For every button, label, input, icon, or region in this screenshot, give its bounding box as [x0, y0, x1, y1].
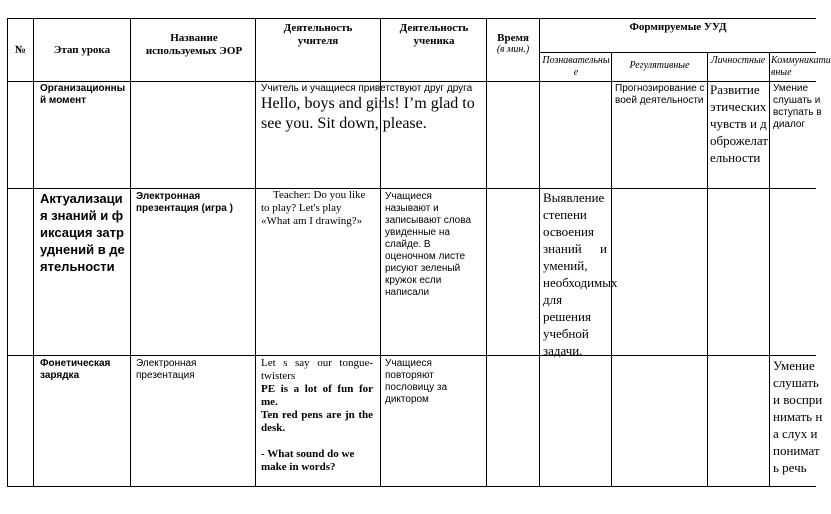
header-time: Время — [497, 32, 529, 44]
row3-teacher-intro: Let s say our tongue-twisters — [261, 357, 373, 382]
header-time-unit: (в мин.) — [496, 44, 530, 55]
row1-teacher-intro: Учитель и учащиеся приветствуют друг друга — [261, 83, 473, 94]
header-teacher-activity: Деятельность учителя — [283, 22, 353, 47]
row1-communicative: Умение слушать и вступать в диалог — [773, 83, 822, 130]
header-stage: Этап урока — [53, 44, 111, 56]
row2-student: Учащиеся называют и записывают слова увиденные на слайде. В оценочном листе рисуют зеленый кружок если написали — [385, 191, 472, 298]
row3-stage: Фонетическая зарядка — [40, 358, 111, 381]
row1-stage: Организационный момент — [40, 83, 126, 106]
header-eor: Название используемых ЭОР — [145, 32, 243, 57]
header-uud: Формируемые УУД — [629, 21, 727, 33]
header-uud-communicative: Коммуникативные — [771, 55, 831, 78]
row3-student: Учащиеся повторяют пословицу за диктором — [385, 358, 448, 405]
header-uud-cognitive: Познавательные — [542, 55, 610, 78]
row1-teacher-speech: Hello, boys and girls! I’m glad to see you. Sit down, please. — [261, 95, 475, 132]
row3-teacher-question: - What sound do we make in words? — [261, 448, 355, 473]
header-uud-personal: Личностные — [710, 55, 766, 66]
row3-tongue-twister-1: PE is a lot of fun for me. — [261, 383, 373, 408]
row3-eor: Электронная презентация — [136, 358, 197, 381]
row2-teacher: Teacher: Do you like to play? Let's play «What am I drawing?» — [261, 189, 366, 227]
row2-stage: Актуализация знаний и фиксация затруднений в деятельности — [40, 191, 125, 274]
row1-personal: Развитие этических чувств и доброжелательности — [710, 82, 768, 165]
row3-teacher — [261, 357, 373, 474]
header-student-activity: Деятельность ученика — [399, 22, 469, 47]
row2-cognitive: Выявление степени освоения знаний и умений, необходимых для решения учебной задачи. — [543, 190, 618, 358]
row2-eor: Электронная презентация (игра ) — [136, 191, 233, 214]
row3-tongue-twister-2: Ten red pens are jn the desk. — [261, 409, 373, 434]
row3-communicative: Умение слушать и воспринимать на слух и понимать речь — [773, 358, 823, 475]
header-uud-regulatory: Регулятивные — [629, 60, 690, 71]
header-num: № — [14, 44, 27, 56]
row1-regulatory: Прогнозирование своей деятельности — [615, 83, 705, 106]
